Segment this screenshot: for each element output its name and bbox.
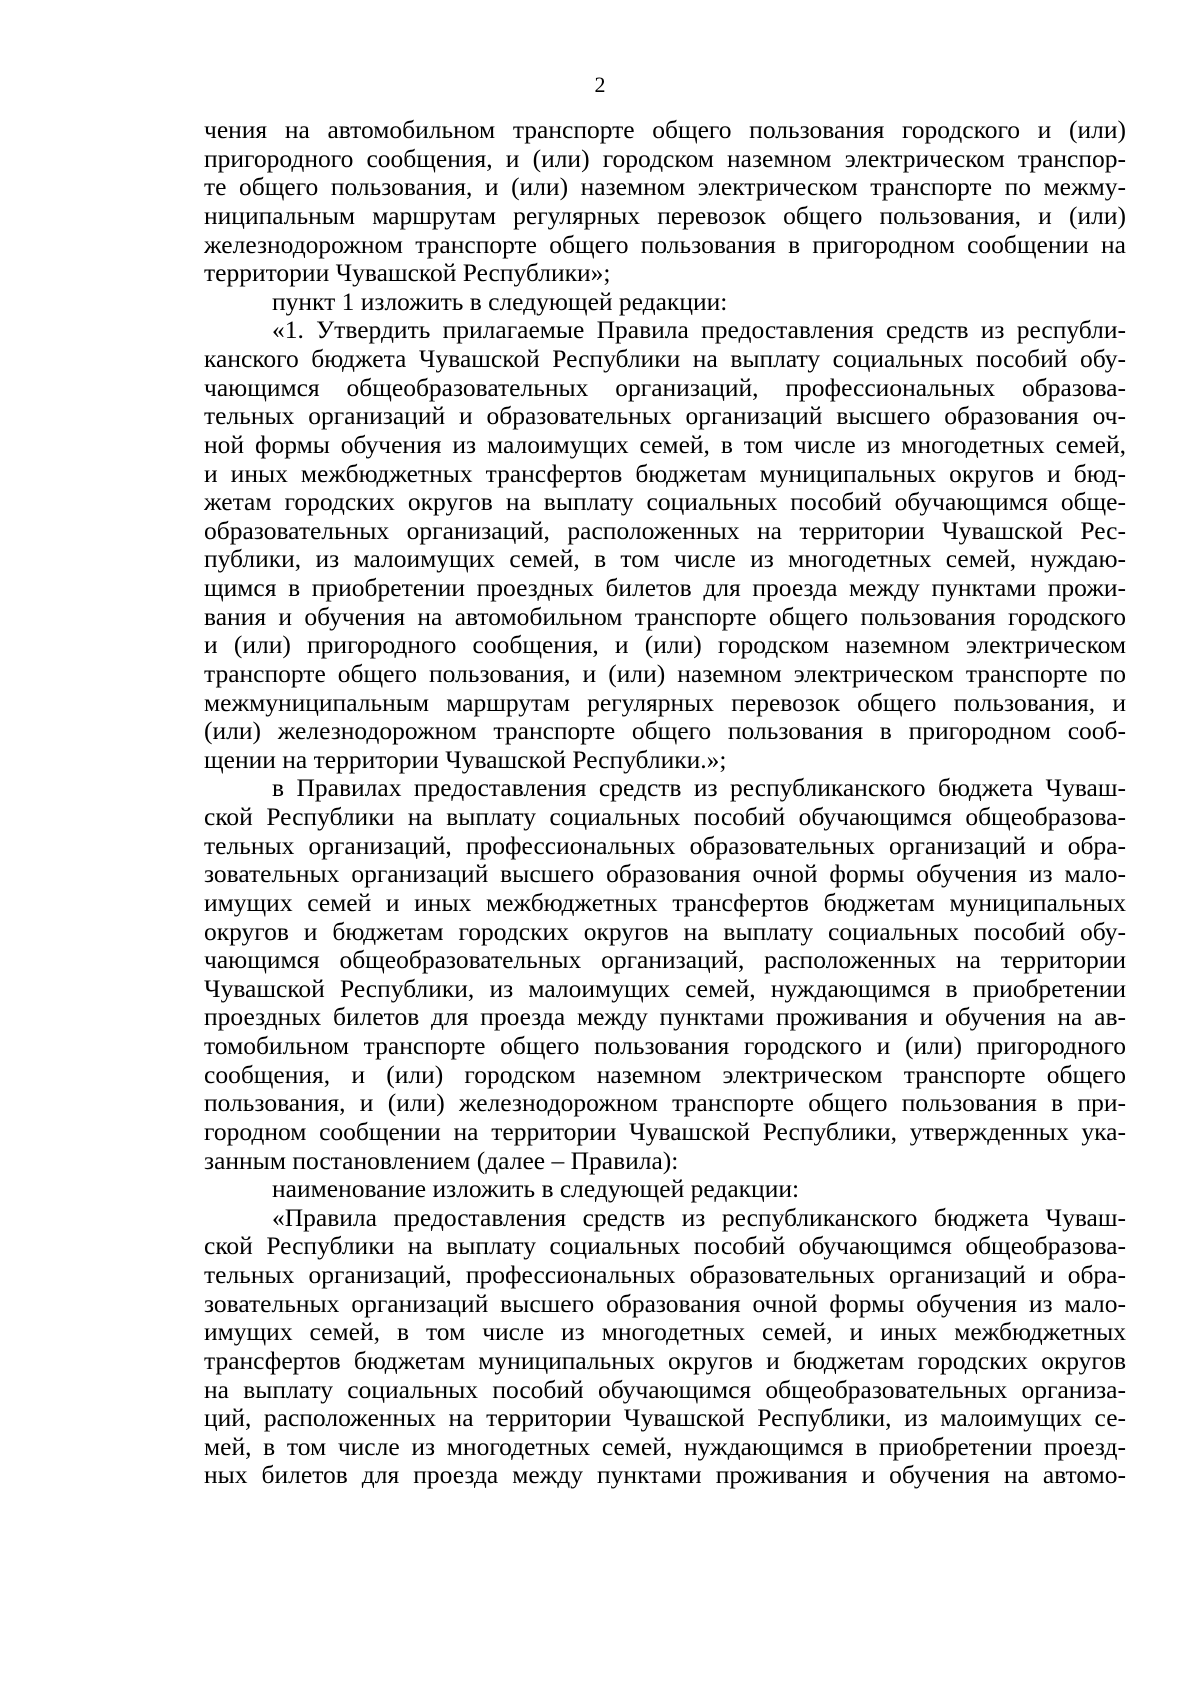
text-line: в Правилах предоставления средств из республиканского бюджета Чуваш- (272, 773, 1126, 803)
text-line: пункт 1 изложить в следующей редакции: (272, 286, 728, 316)
paragraph (204, 1204, 1126, 1490)
text-line: чения на автомобильном транспорте общего пользования городского и (или) (204, 115, 1126, 144)
text-line: и (или) пригородного сообщения, и (или) городском наземном электрическом (204, 630, 1126, 660)
text-line: чающимся общеобразовательных организаций, расположенных на территории (204, 945, 1126, 975)
text-line: на выплату социальных пособий обучающимся общеобразовательных организа- (204, 1374, 1126, 1404)
text-line: канского бюджета Чувашской Республики на выплату социальных пособий обу- (204, 344, 1126, 373)
text-line: (или) железнодорожном транспорте общего пользования в пригородном сооб- (204, 716, 1126, 746)
text-line: Чувашской Республики, из малоимущих семей, нуждающимся в приобретении (204, 973, 1126, 1003)
text-line: пригородного сообщения, и (или) городском наземном электрическом транспор- (204, 143, 1126, 173)
text-line: мей, в том числе из многодетных семей, нуждающимся в приобретении проезд- (204, 1431, 1126, 1461)
text-line: ций, расположенных на территории Чувашской Республики, из малоимущих се- (204, 1403, 1126, 1433)
text-line: имущих семей и иных межбюджетных трансфертов бюджетам муниципальных (204, 887, 1126, 917)
text-line: сообщения, и (или) городском наземном электрическом транспорте общего (204, 1059, 1126, 1089)
paragraph (204, 1175, 1126, 1204)
text-line: транспорте общего пользования, и (или) наземном электрическом транспорте по (204, 658, 1126, 688)
text-line: «Правила предоставления средств из республиканского бюджета Чуваш- (272, 1202, 1126, 1232)
paragraph (204, 116, 1126, 288)
text-line: городном сообщении на территории Чувашской Республики, утвержденных ука- (204, 1116, 1126, 1146)
text-line: «1. Утвердить прилагаемые Правила предоставления средств из республи- (272, 315, 1126, 345)
text-line: ской Республики на выплату социальных пособий обучающимся общеобразова- (204, 1231, 1126, 1261)
text-line: проездных билетов для проезда между пунктами проживания и обучения на ав- (204, 1002, 1126, 1032)
text-line: занным постановлением (далее – Правила): (204, 1145, 679, 1175)
text-line: территории Чувашской Республики»; (204, 258, 611, 288)
page-number: 2 (594, 72, 606, 97)
text-line: зовательных организаций высшего образования очной формы обучения из мало- (204, 1288, 1126, 1318)
text-line: щении на территории Чувашской Республики.»; (204, 744, 727, 774)
text-line: щимся в приобретении проездных билетов для проезда между пунктами прожи- (204, 573, 1126, 602)
text-line: томобильном транспорте общего пользования городского и (или) пригородного (204, 1031, 1126, 1060)
text-line: тельных организаций и образовательных организаций высшего образования оч- (204, 401, 1126, 431)
paragraph (204, 316, 1126, 774)
text-line: ной формы обучения из малоимущих семей, в том числе из многодетных семей, (204, 429, 1126, 459)
text-line: железнодорожном транспорте общего пользования в пригородном сообщении на (204, 229, 1126, 259)
text-line: тельных организаций, профессиональных образовательных организаций и обра- (204, 1260, 1126, 1289)
paragraph (204, 774, 1126, 1175)
text-line: межмуниципальным маршрутам регулярных перевозок общего пользования, и (204, 687, 1126, 717)
text-line: округов и бюджетам городских округов на выплату социальных пособий обу- (204, 916, 1126, 946)
text-line: ской Республики на выплату социальных пособий обучающимся общеобразова- (204, 802, 1126, 831)
document-body (204, 116, 1126, 1490)
text-line: тельных организаций, профессиональных образовательных организаций и обра- (204, 830, 1126, 860)
paragraph (204, 288, 1126, 317)
text-line: жетам городских округов на выплату социальных пособий обучающимся обще- (204, 487, 1126, 517)
text-line: и иных межбюджетных трансфертов бюджетам муниципальных округов и бюд- (204, 458, 1126, 488)
text-line: наименование изложить в следующей редакции: (272, 1174, 800, 1204)
text-line: ных билетов для проезда между пунктами проживания и обучения на автомо- (204, 1460, 1126, 1490)
text-line: чающимся общеобразовательных организаций, профессиональных образова- (204, 372, 1126, 402)
text-line: имущих семей, в том числе из многодетных семей, и иных межбюджетных (204, 1317, 1126, 1347)
text-line: публики, из малоимущих семей, в том числе из многодетных семей, нуждаю- (204, 544, 1126, 574)
text-line: зовательных организаций высшего образования очной формы обучения из мало- (204, 859, 1126, 889)
text-line: пользования, и (или) железнодорожном транспорте общего пользования в при- (204, 1088, 1126, 1118)
text-line: те общего пользования, и (или) наземном электрическом транспорте по межму- (204, 172, 1126, 202)
text-line: образовательных организаций, расположенных на территории Чувашской Рес- (204, 515, 1126, 545)
text-line: трансфертов бюджетам муниципальных округов и бюджетам городских округов (204, 1345, 1126, 1375)
text-line: ниципальным маршрутам регулярных перевозок общего пользования, и (или) (204, 200, 1126, 230)
text-line: вания и обучения на автомобильном транспорте общего пользования городского (204, 601, 1126, 631)
